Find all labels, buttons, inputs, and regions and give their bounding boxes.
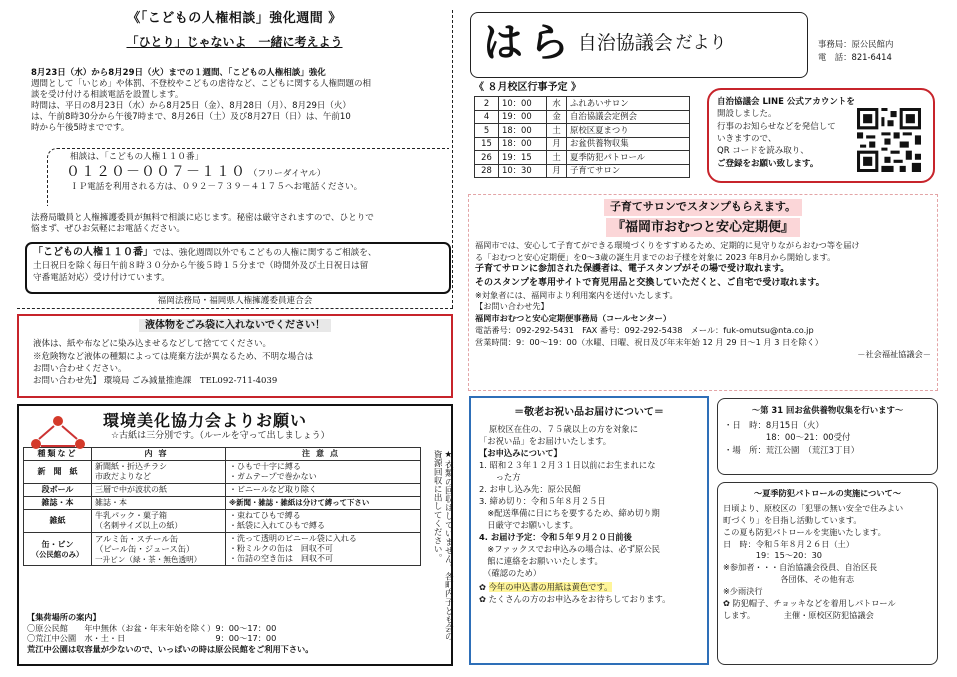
patrol-body: 町づくり」を目指し活動しています。	[723, 514, 862, 525]
line-text: 開設しました。	[717, 109, 777, 120]
masthead-council: 自治協議会	[577, 31, 673, 54]
gift-paper	[479, 581, 699, 593]
table-row	[475, 124, 690, 138]
rights-subtitle: 「ひとり」じゃないよ 一緒に考えよう	[126, 35, 343, 50]
note: ・洗って透明のビニール袋に入れる	[229, 533, 357, 543]
hotline-note: （フリーダイヤル）	[248, 169, 326, 180]
masthead-office	[818, 38, 893, 65]
office-tel: 電 話：821-6414	[818, 52, 892, 63]
hotline-box	[47, 148, 449, 206]
day: 28	[475, 164, 499, 178]
office-label: 事務局：原公民館内	[818, 39, 894, 49]
event: 子育てサロン	[567, 164, 690, 178]
cleanup-table	[23, 447, 421, 566]
table-row	[475, 137, 690, 151]
col-header: 内容	[92, 447, 226, 460]
event: 夏季防犯パトロール	[567, 151, 690, 165]
rights-body	[31, 68, 451, 134]
salon-bold: そのスタンプを専用サイトで育児用品と交換していただくと、ご自宅で受け取れます。	[475, 277, 825, 288]
liquid-section	[17, 314, 453, 398]
salon-phone: 電話番号：092-292-5431 FAX 番号：092-292-5438 メール：fuk-omutsu@nta.co.jp	[475, 325, 814, 336]
gift-closing: たくさんの方のお申込みをお待ちしております。	[488, 594, 671, 605]
table-row	[475, 110, 690, 124]
rights-week-section	[17, 10, 453, 308]
flower-icon: ✿	[479, 582, 489, 593]
line-text: 自治協議会 LINE 公式アカウントを	[717, 97, 855, 107]
cleanup-section	[17, 404, 453, 666]
item: （名刺サイズ以上の紙）	[95, 520, 183, 530]
salon-body: る「おむつと安心定期便」を0～3歳の誕生月までのお子様を対象に 2023 年8月から開始します。	[475, 251, 836, 262]
event: ふれあいサロン	[567, 97, 690, 111]
cat-label: 缶・ビン	[41, 539, 74, 549]
rights-body-line: は、午前8時30分から午後7時まで、8月26日（土）及び8月27日（日）は、午前10	[31, 112, 351, 123]
masthead	[470, 12, 808, 78]
places-head: 【集荷場所の案内】	[27, 612, 101, 622]
table-row	[475, 151, 690, 165]
cat-cell: 段ボール	[24, 483, 92, 496]
time: 10：00	[499, 97, 547, 111]
col-header: 注意点	[226, 447, 421, 460]
time: 10：30	[499, 164, 547, 178]
item: 三層で中が波状の紙	[95, 484, 167, 494]
items-cell	[92, 460, 226, 483]
items-cell	[92, 532, 226, 565]
cat-sub: （公民館のみ）	[31, 549, 84, 559]
table-row	[24, 509, 421, 532]
table-row	[24, 460, 421, 483]
gift-intro: 原校区在住の、７５歳以上の方を対象に	[489, 424, 639, 435]
item: 市政だよりなど	[95, 471, 151, 481]
obon-time: 18：00～21：00受付	[724, 432, 851, 443]
line-text: 行事のお知らせなどを発信して	[717, 121, 836, 132]
note: ・紙袋に入れてひもで縛る	[229, 520, 325, 530]
time: 18：00	[499, 124, 547, 138]
weekday: 月	[547, 137, 567, 151]
line-text: いきますので、	[717, 133, 777, 144]
recycle-icon	[27, 414, 89, 452]
cat-cell: 雑誌・本	[24, 496, 92, 509]
gift-item: 4. お届け予定：令和５年９月２０日前後	[479, 532, 632, 543]
place-line: 〇原公民館 年中無休（お盆・年末年始を除く）9：00～17：00	[27, 622, 277, 633]
time: 19：15	[499, 151, 547, 165]
schedule-table	[474, 96, 690, 178]
schedule-title: 《 ８月校区行事予定 》	[474, 82, 581, 93]
items-cell	[92, 483, 226, 496]
day: 15	[475, 137, 499, 151]
line-text: QR コードを読み取り、	[717, 146, 809, 157]
obon-section	[717, 398, 938, 475]
liquid-title: 液体物をごみ袋に入れないでください！	[139, 319, 331, 332]
hotline-110-box	[25, 242, 451, 294]
gift-closing-line	[479, 593, 699, 605]
section-divider	[17, 308, 453, 309]
obon-place: ・場 所：荒江公園 （荒江3丁目）	[724, 444, 860, 455]
item: （ビール缶・ジュース缶）	[95, 544, 195, 555]
weekday: 金	[547, 110, 567, 124]
notes-cell	[226, 532, 421, 565]
clothes-note: ★衣類の回収はしていません。各町内子ども会の資源回収に出してください。	[432, 450, 454, 641]
items-cell	[92, 509, 226, 532]
table-row	[475, 97, 690, 111]
rights-footer: 福岡法務局・福岡県人権擁護委員連合会	[157, 296, 313, 306]
day: 5	[475, 124, 499, 138]
notes-cell	[226, 496, 421, 509]
hotline-110-text: 土日祝日を除く毎日午前８時３０分から午後５時１５分まで（時間外及び土日祝日は留	[33, 261, 369, 271]
staff-note	[31, 213, 451, 236]
event: 自治協議会定例会	[567, 110, 690, 124]
gift-item: ※配送準備に日にちを要するため、締め切り期	[479, 508, 660, 519]
note: ・ビニールなど取り除く	[229, 484, 317, 494]
note: ・束ねてひもで縛る	[229, 510, 301, 520]
ip-note: ＩＰ電話を利用される方は、０９２－７３９－４１７５へお電話ください。	[70, 181, 363, 192]
notes-cell	[226, 483, 421, 496]
salon-bold: 子育てサロンに参加された保護者は、電子スタンプがその場で受け取れます。	[475, 264, 790, 275]
patrol-body: 各団体、その他有志	[723, 574, 855, 585]
table-row	[24, 532, 421, 565]
salon-hours: 営業時間：9：00～19：00（水曜、日曜、祝日及び年末年始 12 月 29 日～1 月 3 日を除く）	[475, 337, 823, 348]
gift-paper-text: 今年の申込書の用紙は黄色です。	[488, 582, 613, 593]
gift-item: 2. お申し込み先：原公民館	[479, 484, 581, 495]
weekday: 土	[547, 124, 567, 138]
salon-title: 子育てサロンでスタンプもらえます。	[604, 199, 802, 216]
obon-date: ・日 時：8月15日（火）	[724, 420, 824, 431]
salon-title-2: 『福岡市おむつと安心定期便』	[606, 218, 800, 237]
item: 雑誌・本	[95, 497, 127, 507]
liquid-body: 液体は、紙や布などに染み込ませるなどして捨ててください。	[33, 339, 272, 350]
hotline-110-head: 「こどもの人権１１０番」	[33, 247, 153, 258]
hotline-110-text: では、強化週間以外でもこどもの人権に関するご相談を、	[153, 248, 377, 258]
salon-contact-head: 【お問い合わせ先】	[475, 301, 549, 312]
patrol-body: 19：15～20：30	[723, 550, 822, 561]
gift-item: った方	[479, 472, 521, 483]
hotline-number: ０１２０－００７－１１０	[66, 164, 246, 181]
rights-body-line: 時間は、平日の8月23日（水）から8月25日（金）、8月28日（月）、8月29日（火）	[31, 101, 351, 112]
liquid-body: お問い合わせください。	[33, 363, 127, 374]
obon-title: ～第 31 回お盆供養物収集を行います～	[751, 405, 904, 415]
gift-section	[469, 396, 709, 665]
note: ※新聞・雑誌・雑紙は分けて縛って下さい	[229, 497, 370, 507]
notes-cell	[226, 460, 421, 483]
cleanup-title: 環境美化協力会よりお願い	[103, 411, 308, 430]
day: 26	[475, 151, 499, 165]
staff-note-line: 法務局職員と人権擁護委員が無料で相談に応じます。秘密は厳守されますので、ひとりで	[31, 213, 374, 223]
cat-cell: 新 聞 紙	[24, 460, 92, 483]
flower-icon: ✿	[479, 594, 489, 605]
places	[27, 612, 313, 655]
item: 新聞紙・折込チラシ	[95, 461, 167, 471]
weekday: 水	[547, 97, 567, 111]
patrol-body: 日頃より、原校区の「犯罪の無い安全で住みよい	[723, 502, 904, 513]
hotline-label: 相談は、「こどもの人権１１０番」	[70, 152, 204, 162]
rights-title: 《「こどもの人権相談」強化週間 》	[127, 11, 342, 26]
gift-item: 日厳守でお願いします。	[479, 520, 578, 531]
note: ・缶詰の空き缶は 回収不可	[229, 553, 333, 563]
weekday: 土	[547, 151, 567, 165]
items-cell	[92, 496, 226, 509]
qr-code-icon[interactable]	[857, 108, 921, 172]
staff-note-line: 悩まず、ぜひお気軽にお電話ください。	[31, 224, 186, 235]
note: ・ひもで十字に縛る	[229, 461, 301, 471]
rights-body-line: 8月23日（水）から8月29日（火）までの１週間、「こどもの人権相談」強化	[31, 68, 326, 78]
time: 18：00	[499, 137, 547, 151]
patrol-body-item	[723, 598, 932, 610]
note: ・粉ミルクの缶は 回収不可	[229, 543, 333, 553]
salon-contact-org: 福岡市おむつと安心定期便事務局（コールセンター）	[475, 313, 672, 324]
rights-body-line: 時から午後5時までです。	[31, 123, 130, 134]
note: ・ガムテープで巻かない	[229, 471, 317, 481]
masthead-dayori: だより	[675, 33, 727, 54]
col-header: 種類など	[24, 447, 92, 460]
patrol-title: ～夏季防犯パトロールの実施について～	[754, 488, 901, 498]
gift-item: 館に連絡をお願いいたします。	[479, 556, 603, 567]
gift-item: 3. 締め切り：令和５年８月２５日	[479, 496, 606, 507]
masthead-hara: はら	[483, 20, 575, 66]
item: 一升ビン（緑・茶・無色透明）	[95, 554, 202, 564]
table-row	[24, 483, 421, 496]
day: 2	[475, 97, 499, 111]
patrol-body: この夏も防犯パトロールを実施いたします。	[723, 526, 886, 537]
salon-sign: －社会福祉協議会－	[857, 349, 931, 359]
cleanup-sub: ☆古紙は三分別です。（ルールを守って出しましょう）	[111, 431, 330, 442]
time: 19：00	[499, 110, 547, 124]
gift-apply-head: 【お申込みについて】	[479, 448, 562, 459]
salon-body: 福岡市では、安心して子育てができる環境づくりをすすめるため、定期的に見守りながらおむつ等を届け	[475, 239, 860, 250]
rights-body-line: 談を受け付ける相談電話を設置します。	[31, 90, 184, 101]
gift-item: ※ファックスでお申込みの場合は、必ず原公民	[479, 544, 660, 555]
event: お盆供養物収集	[567, 137, 690, 151]
gift-item: （確認のため）	[479, 568, 542, 579]
schedule-section	[474, 81, 696, 178]
cat-cell	[24, 532, 92, 565]
patrol-section	[717, 482, 938, 665]
patrol-body: ※少雨決行	[723, 586, 763, 597]
notes-cell	[226, 509, 421, 532]
item: 牛乳パック・菓子箱	[95, 510, 167, 520]
weekday: 月	[547, 164, 567, 178]
day: 4	[475, 110, 499, 124]
liquid-contact: お問い合わせ先】 環境局 ごみ減量推進課 TEL092-711-4039	[33, 376, 278, 387]
cat-cell: 雑紙	[24, 509, 92, 532]
salon-note: ※対象者には、福岡市より利用案内を送付いたします。	[475, 289, 678, 300]
salon-section	[468, 194, 938, 391]
table-row	[475, 164, 690, 178]
flower-icon: ✿	[723, 598, 733, 609]
gift-intro: 「お祝い品」をお届けいたします。	[479, 436, 612, 447]
patrol-body: 防犯帽子、チョッキなどを着用しパトロール	[732, 598, 896, 609]
place-line: 〇荒江中公園 水・土・日 9：00～17：00	[27, 633, 277, 644]
patrol-body: 日 時：令和５年８月２６日（土）	[723, 538, 855, 549]
item: アルミ缶・スチール缶	[95, 533, 179, 544]
gift-title: ＝敬老お祝い品お届けについて＝	[514, 407, 664, 418]
line-account-box	[707, 88, 935, 183]
line-text: ご登録をお願い致します。	[717, 158, 819, 169]
liquid-body: ※危険物など液体の種類によっては廃棄方法が異なるため、不明な場合は	[33, 351, 314, 362]
table-row	[24, 496, 421, 509]
patrol-body: ※参加者・・・自治協議会役員、自治区長	[723, 562, 878, 573]
places-warn: 荒江中公園は収容量が少ないので、いっぱいの時は原公民館をご利用下さい。	[27, 643, 314, 654]
patrol-body: します。 主催・原校区防犯協議会	[723, 609, 874, 620]
event: 原校区夏まつり	[567, 124, 690, 138]
rights-body-line: 週間として「いじめ」や体罰、不登校やこどもの虐待など、こどもに関する人権問題の相	[31, 79, 372, 90]
gift-item: 1. 昭和２３年１２月３１日以前にお生まれにな	[479, 460, 656, 471]
hotline-110-text: 守番電話対応）受け付けています。	[33, 273, 170, 284]
